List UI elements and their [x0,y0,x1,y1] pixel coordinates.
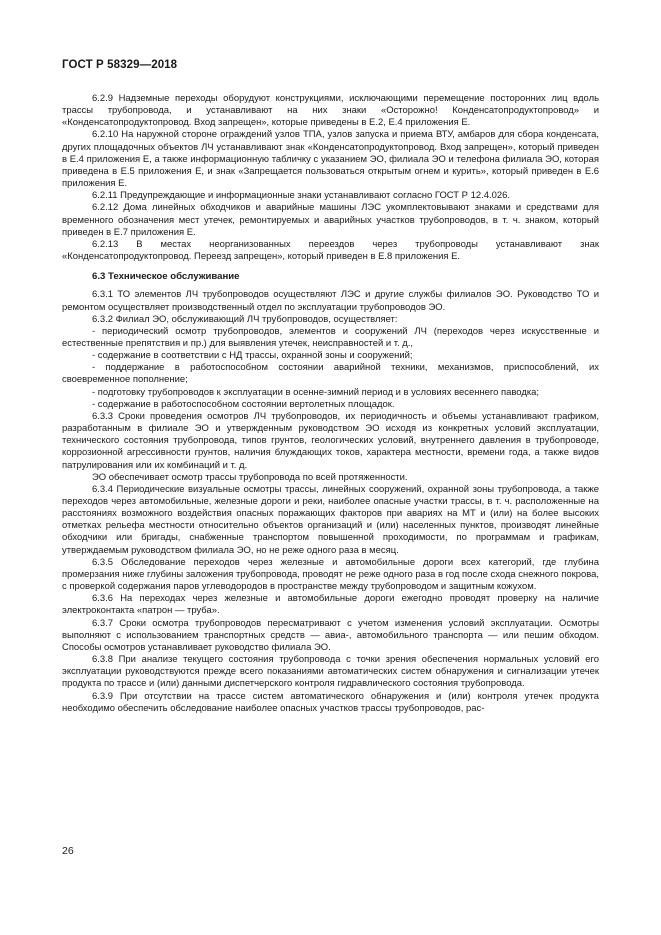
paragraph: ЭО обеспечивает осмотр трассы трубопровода по всей протяженности. [92,471,408,483]
paragraph: 6.3.2 Филиал ЭО, обслуживающий ЛЧ трубопроводов, осуществляет: [92,313,398,325]
paragraph: 6.3.8 При анализе текущего состояния трубопровода с точки зрения обеспечения нормальных условий его эксплуатации руководствуются прежде всего показаниями автоматических систем обнаружения и сигнализации утечек продукта по трассе и (или) данными диспетчерского контроля гидравлического состояния трубопровода. [62,654,599,690]
paragraph: 6.2.13 В местах неорганизованных переездов через трубопроводы устанавливают знак «Конденсатопродуктопровод. Переезд запрещен», который приведен в Е.8 приложения Е. [62,238,599,263]
list-item: - содержание в работоспособном состоянии вертолетных площадок. [92,398,395,410]
paragraph: 6.3.7 Сроки осмотра трубопроводов пересматривают с учетом изменения условий эксплуатации. Осмотры выполняют с использованием транспортных средств — авиа-, автомобильного транспорта — или пешим обходом. Способы осмотров устанавливает руководство филиала ЭО. [62,617,599,653]
paragraph: 6.3.4 Периодические визуальные осмотры трассы, линейных сооружений, охранной зоны трубопровода, а также переходов через автомобильные, железные дороги и реки, наиболее опасные участки трассы, в т. ч. расположенные на расстояниях возможного воздействия опасных поражающих факторов при авариях на МТ и (или) на более высоких отметках рельефа местности относительно объектов организаций и (или) населенных пунктов, производят линейные обходчики или бригады, снабженные транспортом повышенной проходимости, по программам и графикам, утверждаемым руководством филиала ЭО, но не реже одного раза в месяц. [62,483,599,556]
paragraph: 6.2.11 Предупреждающие и информационные знаки устанавливают согласно ГОСТ Р 12.4.026. [92,190,510,202]
paragraph: 6.3.5 Обследование переходов через железные и автомобильные дороги всех категорий, где глубина промерзания ниже глубины заложения трубопровода, проводят не реже одного раза в год после схода снежного покрова, с проверкой содержания паров углеводородов в пространстве между трубопроводом и защитным кожухом. [62,556,599,593]
list-item: - периодический осмотр трубопроводов, элементов и сооружений ЛЧ (переходов через искусственные и естественные препятствия и пр.) для выявления утечек, неисправностей и т. д., [62,325,599,349]
paragraph: 6.2.12 Дома линейных обходчиков и аварийные машины ЛЭС укомплектовывают знаками и средствами для временного обозначения мест утечек, ремонтируемых и аварийных участков трубопроводов, в т. ч. знаком, который приведен в Е.7 приложения Е. [62,202,599,238]
document-header: ГОСТ Р 58329—2018 [62,59,178,71]
paragraph: 6.3.6 На переходах через железные и автомобильные дороги ежегодно проводят проверку на наличие электроконтакта «патрон — труба». [62,593,599,617]
document-body [62,93,599,715]
paragraph: 6.3.9 При отсутствии на трассе систем автоматического обнаружения и (или) контроля утечек продукта необходимо обеспечить обследование наиболее опасных участков трассы трубопроводов, рас- [62,690,599,714]
list-item: - содержание в соответствии с НД трассы, охранной зоны и сооружений; [92,350,413,362]
page-number: 26 [62,845,74,857]
paragraph: 6.2.9 Надземные переходы оборудуют конструкциями, исключающими перемещение посторонних лиц вдоль трассы трубопровода, и устанавливают на них знаки «Осторожно! Конденсатопродуктопровод» и «Конденсатопродуктопровод. Вход запрещен», которые приведены в Е.2, Е.4 приложения Е. [62,93,599,129]
paragraph: 6.3.1 ТО элементов ЛЧ трубопроводов осуществляют ЛЭС и другие службы филиалов ЭО. Руководство ТО и ремонтом осуществляет производственный отдел по эксплуатации трубопроводов ЭО. [62,289,599,313]
paragraph: 6.2.10 На наружной стороне ограждений узлов ТПА, узлов запуска и приема ВТУ, амбаров для сбора конденсата, других площадочных объектов ЛЧ устанавливают знак «Конденсатопродуктопровод. Вход запрещен», который приведен в Е.4 приложения Е, а также информационную табличку с указанием ЭО, филиала ЭО и телефона филиала ЭО, которая приведена в Е.5 приложения Е, и знак «Запрещается пользоваться открытым огнем и курить», который приведен в Е.6 приложения Е. [62,129,599,190]
list-item: - поддержание в работоспособном состоянии аварийной техники, механизмов, приспособлений, их своевременное пополнение; [62,362,599,386]
paragraph: 6.3.3 Сроки проведения осмотров ЛЧ трубопроводов, их периодичность и объемы устанавливают графиком, разработанным в филиале ЭО и утвержденным руководством ЭО исходя из конкретных условий эксплуатации, технического состояния трубопровода, типов грунтов, геологических условий, внутреннего давления в трубопроводе, коррозионной агрессивности грунтов, наличия блуждающих токов, характера местности, времени года, а также видов патрулирования или их комбинаций и т. д. [62,410,599,471]
section-heading: 6.3 Техническое обслуживание [92,271,240,283]
list-item: - подготовку трубопроводов к эксплуатации в осенне-зимний период и в условиях весеннего паводка; [92,386,540,398]
